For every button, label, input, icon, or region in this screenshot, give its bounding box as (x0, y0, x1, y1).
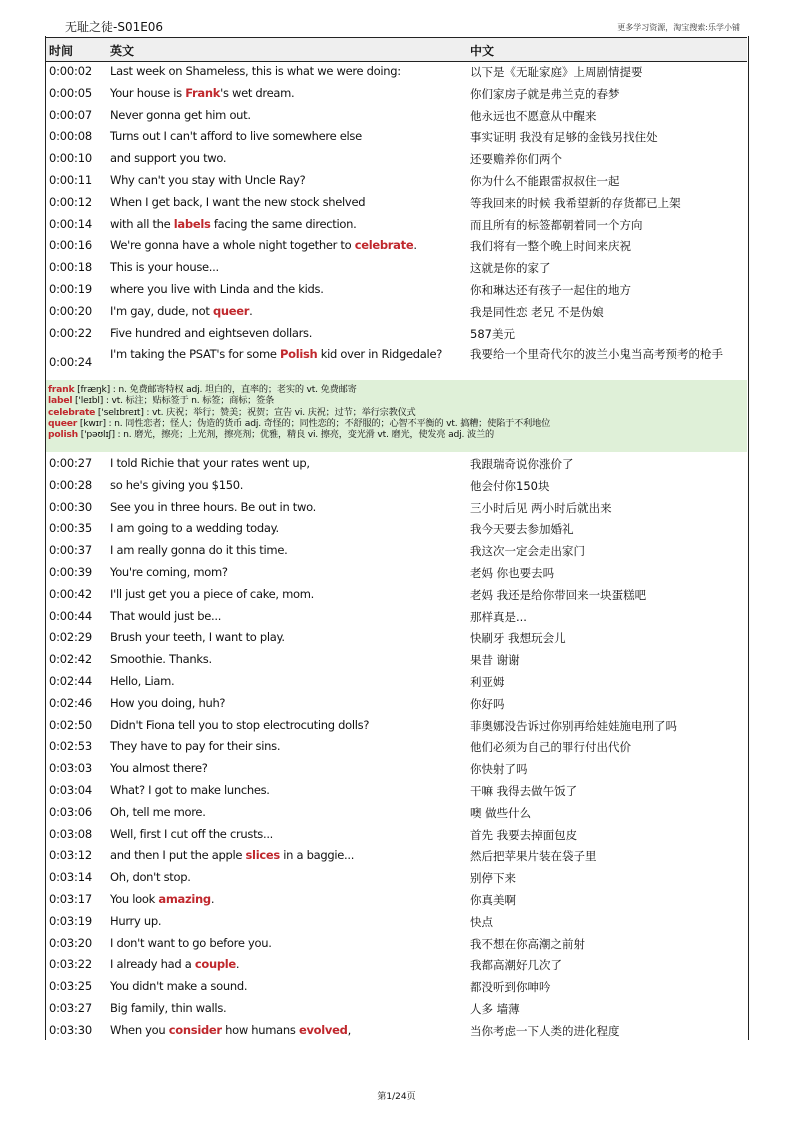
english-text-part: facing the same direction. (210, 216, 357, 231)
subtitle-row (46, 648, 747, 670)
english-text-part: You look (110, 891, 159, 906)
keyword: labels (173, 216, 211, 231)
timestamp: 0:00:44 (49, 608, 92, 623)
english-text-part: You almost there? (110, 761, 208, 776)
chinese-text: 噢 做些什么 (470, 805, 532, 820)
english-text (110, 739, 466, 753)
timestamp: 0:00:28 (49, 477, 92, 492)
chinese-text: 首先 我要去掉面包皮 (470, 827, 578, 842)
english-text (110, 304, 466, 318)
vocab-word: polish (48, 429, 78, 441)
chinese-text: 你快射了吗 (470, 762, 528, 777)
english-text (110, 500, 466, 514)
english-text-part: Hurry up. (110, 913, 162, 928)
chinese-text: 我们将有一整个晚上时间来庆祝 (470, 239, 631, 254)
chinese-text: 我不想在你高潮之前射 (470, 936, 585, 951)
english-text (110, 64, 466, 78)
timestamp: 0:00:42 (49, 586, 92, 601)
chinese-text: 我是同性恋 老兄 不是伪娘 (470, 304, 604, 319)
english-text-part: so he's giving you $150. (110, 477, 244, 492)
subtitle-row (46, 910, 747, 932)
chinese-text: 你真美啊 (470, 892, 516, 907)
subtitle-row (46, 953, 747, 975)
english-text (110, 543, 466, 557)
english-text-part: I am really gonna do it this time. (110, 543, 288, 558)
english-text-part: I'll just get you a piece of cake, mom. (110, 586, 315, 601)
document-title: 无耻之徒-S01E06 (65, 20, 164, 34)
timestamp: 0:00:22 (49, 325, 92, 340)
vocab-word: label (48, 395, 73, 407)
english-text (110, 827, 466, 841)
timestamp: 0:03:04 (49, 782, 92, 797)
chinese-text: 当你考虑一下人类的进化程度 (470, 1023, 620, 1038)
chinese-text: 这就是你的家了 (470, 261, 551, 276)
timestamp: 0:03:03 (49, 761, 92, 776)
english-text (110, 565, 466, 579)
english-text-part: . (235, 957, 240, 972)
subtitle-row (46, 343, 747, 379)
subtitle-row (46, 474, 747, 496)
chinese-text: 老妈 你也要去吗 (470, 565, 555, 580)
vocab-entry (46, 395, 747, 406)
english-text (110, 195, 466, 209)
english-text (110, 783, 466, 797)
english-text (110, 957, 466, 971)
timestamp: 0:00:39 (49, 564, 92, 579)
english-text-part: I'm gay, dude, not (110, 303, 213, 318)
chinese-text: 他们必须为自己的罪行付出代价 (470, 740, 631, 755)
timestamp: 0:00:14 (49, 216, 92, 231)
english-text (110, 914, 466, 928)
subtitle-row (46, 997, 747, 1019)
chinese-text: 菲奥娜没告诉过你别再给娃娃施电刑了吗 (470, 718, 677, 733)
chinese-text: 人多 墙薄 (470, 1001, 520, 1016)
timestamp: 0:00:35 (49, 521, 92, 536)
english-text (110, 630, 466, 644)
promo-text: 更多学习资源，淘宝搜索:乐学小铺 (617, 23, 740, 32)
chinese-text: 等我回来的时候 我希望新的存货都已上架 (470, 195, 681, 210)
vocab-word: celebrate (48, 406, 96, 418)
vocab-word: frank (48, 384, 75, 395)
keyword: slices (245, 848, 280, 863)
english-text (110, 347, 466, 361)
chinese-text: 事实证明 我没有足够的金钱另找住处 (470, 130, 658, 145)
english-text-part: Why can't you stay with Uncle Ray? (110, 172, 306, 187)
timestamp: 0:00:27 (49, 456, 92, 470)
vocab-entry (46, 418, 747, 429)
keyword: queer (212, 303, 250, 318)
keyword: Polish (279, 347, 318, 362)
vocab-entry (46, 407, 747, 418)
chinese-text: 你和琳达还有孩子一起住的地方 (470, 282, 631, 297)
chinese-text: 我要给一个里奇代尔的波兰小鬼当高考预考的枪手 (470, 347, 723, 362)
timestamp: 0:03:27 (49, 1000, 92, 1015)
english-text (110, 108, 466, 122)
subtitle-rows-part2 (46, 452, 747, 1041)
vocab-definition: [kwɪr] : n. 同性恋者；怪人；伪造的货币 adj. 奇怪的；同性恋的；不舒服的；心智不平衡的 vt. 搞糟；使陷于不利地位 (77, 417, 551, 429)
keyword: consider (168, 1022, 222, 1037)
chinese-text: 我都高潮好几次了 (470, 958, 562, 973)
english-text-part: Oh, tell me more. (110, 804, 206, 819)
english-text-part: When you (110, 1022, 169, 1037)
subtitle-row (46, 932, 747, 954)
chinese-text: 587美元 (470, 326, 515, 341)
english-text-part: Well, first I cut off the crusts... (110, 826, 274, 841)
subtitle-row (46, 82, 747, 104)
subtitle-row (46, 757, 747, 779)
english-text-part: Smoothie. Thanks. (110, 652, 212, 667)
timestamp: 0:00:37 (49, 543, 92, 558)
english-text-part: They have to pay for their sins. (110, 739, 281, 754)
timestamp: 0:00:08 (49, 129, 92, 144)
timestamp: 0:03:06 (49, 804, 92, 819)
english-text-part: and then I put the apple (110, 848, 246, 863)
timestamp: 0:02:42 (49, 652, 92, 667)
subtitle-row (46, 626, 747, 648)
subtitle-row (46, 844, 747, 866)
subtitle-row (46, 605, 747, 627)
english-text (110, 587, 466, 601)
chinese-text: 老妈 我还是给你带回来一块蛋糕吧 (470, 587, 647, 602)
timestamp: 0:02:29 (49, 630, 92, 645)
timestamp: 0:00:20 (49, 303, 92, 318)
english-text (110, 456, 466, 470)
english-text-part: Didn't Fiona tell you to stop electrocuting dolls? (110, 717, 370, 732)
chinese-text: 我这次一定会走出家门 (470, 544, 585, 559)
subtitle-row (46, 583, 747, 605)
english-text (110, 521, 466, 535)
english-text (110, 936, 466, 950)
keyword: Frank (185, 85, 221, 100)
subtitle-row (46, 496, 747, 518)
chinese-text: 三小时后见 两小时后就出来 (470, 500, 612, 515)
timestamp: 0:00:30 (49, 499, 92, 514)
timestamp: 0:00:24 (49, 355, 92, 370)
english-text-part: kid over in Ridgedale? (317, 347, 443, 362)
table-header (46, 37, 747, 62)
chinese-text: 都没听到你呻吟 (470, 980, 551, 995)
vocabulary-box (46, 380, 747, 452)
subtitle-row (46, 191, 747, 213)
chinese-text: 快刷牙 我想玩会儿 (470, 631, 566, 646)
timestamp: 0:02:44 (49, 673, 92, 688)
chinese-text: 快点 (470, 914, 493, 929)
timestamp: 0:03:17 (49, 891, 92, 906)
subtitle-row (46, 823, 747, 845)
chinese-text: 别停下来 (470, 871, 516, 886)
english-text (110, 86, 466, 100)
chinese-text: 他会付你150块 (470, 478, 550, 493)
timestamp: 0:00:07 (49, 107, 92, 122)
timestamp: 0:03:30 (49, 1022, 92, 1037)
english-text (110, 609, 466, 623)
timestamp: 0:00:16 (49, 238, 92, 253)
timestamp: 0:00:05 (49, 85, 92, 100)
english-text-part: how humans (221, 1022, 299, 1037)
english-text (110, 870, 466, 884)
english-text (110, 892, 466, 906)
english-text (110, 718, 466, 732)
english-text-part: . (413, 238, 417, 253)
chinese-text: 而且所有的标签都朝着同一个方向 (470, 217, 643, 232)
english-text-part: and support you two. (110, 151, 227, 166)
english-text-part: . (249, 303, 253, 318)
vocab-entry (46, 384, 747, 395)
chinese-text: 然后把苹果片装在袋子里 (470, 849, 597, 864)
english-text (110, 217, 466, 231)
english-text (110, 260, 466, 274)
english-text-part: I am going to a wedding today. (110, 521, 279, 536)
english-text (110, 282, 466, 296)
subtitle-row (46, 692, 747, 714)
english-text-part: I'm taking the PSAT's for some (110, 347, 280, 362)
english-text-part: in a baggie... (279, 848, 355, 863)
column-header-chinese: 中文 (470, 44, 495, 58)
english-text-part: Oh, don't stop. (110, 870, 191, 885)
subtitle-row (46, 234, 747, 256)
keyword: evolved (298, 1022, 348, 1037)
subtitle-row (46, 322, 747, 344)
english-text-part: Your house is (110, 85, 186, 100)
chinese-text: 利亚姆 (470, 674, 505, 689)
english-text (110, 979, 466, 993)
chinese-text: 果昔 谢谢 (470, 653, 520, 668)
english-text (110, 652, 466, 666)
keyword: celebrate (354, 238, 414, 253)
subtitle-row (46, 256, 747, 278)
english-text-part: 's wet dream. (220, 85, 295, 100)
chinese-text: 你们家房子就是弗兰克的春梦 (470, 86, 620, 101)
english-text-part: I told Richie that your rates went up, (110, 456, 310, 470)
subtitle-row (46, 561, 747, 583)
english-text-part: What? I got to make lunches. (110, 782, 270, 797)
subtitle-row (46, 169, 747, 191)
keyword: couple (194, 957, 236, 972)
chinese-text: 你好吗 (470, 696, 505, 711)
english-text (110, 674, 466, 688)
english-text-part: Never gonna get him out. (110, 107, 251, 122)
timestamp: 0:03:20 (49, 935, 92, 950)
vocab-definition: ['pəʊlɪʃ] : n. 磨光，擦亮；上光剂，擦亮剂；优雅，精良 vi. 擦亮，变光滑 vt. 磨光，使发亮 adj. 波兰的 (78, 429, 494, 441)
subtitle-row (46, 125, 747, 147)
subtitle-row (46, 735, 747, 757)
english-text-part: See you in three hours. Be out in two. (110, 499, 317, 514)
page-header (45, 10, 748, 36)
timestamp: 0:02:50 (49, 717, 92, 732)
english-text-part: This is your house... (110, 260, 219, 275)
subtitle-row (46, 60, 747, 82)
subtitle-row (46, 213, 747, 235)
english-text (110, 1023, 466, 1037)
english-text-part: with all the (110, 216, 174, 231)
english-text-part: Brush your teeth, I want to play. (110, 630, 285, 645)
english-text-part: Last week on Shameless, this is what we were doing: (110, 64, 401, 78)
english-text (110, 478, 466, 492)
timestamp: 0:03:14 (49, 870, 92, 885)
subtitle-row (46, 147, 747, 169)
english-text-part: I already had a (110, 957, 195, 972)
english-text-part: You didn't make a sound. (110, 979, 248, 994)
chinese-text: 我今天要去参加婚礼 (470, 522, 574, 537)
timestamp: 0:03:12 (49, 848, 92, 863)
subtitle-row (46, 975, 747, 997)
english-text-part: where you live with Linda and the kids. (110, 281, 324, 296)
timestamp: 0:00:19 (49, 281, 92, 296)
subtitle-row (46, 779, 747, 801)
english-text (110, 129, 466, 143)
vocab-definition: ['leɪbl] : vt. 标注；贴标签于 n. 标签；商标；签条 (72, 395, 275, 407)
english-text (110, 1001, 466, 1015)
subtitle-row (46, 517, 747, 539)
timestamp: 0:00:02 (49, 64, 92, 78)
timestamp: 0:03:08 (49, 826, 92, 841)
vocab-word: queer (48, 417, 78, 429)
chinese-text: 以下是《无耻家庭》上周剧情提要 (470, 65, 643, 79)
english-text-part: When I get back, I want the new stock shelved (110, 194, 366, 209)
chinese-text: 你为什么不能跟雷叔叔住一起 (470, 173, 620, 188)
english-text-part: Five hundred and eightseven dollars. (110, 325, 313, 340)
english-text (110, 238, 466, 252)
timestamp: 0:02:53 (49, 739, 92, 754)
vocab-definition: ['selɪbreɪt] : vt. 庆祝；举行；赞美；祝贺；宣告 vi. 庆祝；过节；举行宗教仪式 (95, 406, 416, 418)
subtitle-row (46, 670, 747, 692)
english-text-part: , (347, 1022, 351, 1037)
keyword: amazing (158, 891, 211, 906)
english-text-part: You're coming, mom? (110, 564, 228, 579)
english-text (110, 173, 466, 187)
subtitle-row (46, 801, 747, 823)
english-text (110, 761, 466, 775)
subtitle-row (46, 300, 747, 322)
subtitle-row (46, 452, 747, 474)
timestamp: 0:00:11 (49, 172, 92, 187)
chinese-text: 干嘛 我得去做午饭了 (470, 783, 578, 798)
subtitle-row (46, 1019, 747, 1041)
timestamp: 0:03:19 (49, 913, 92, 928)
english-text-part: We're gonna have a whole night together to (110, 238, 355, 253)
english-text-part: I don't want to go before you. (110, 935, 272, 950)
column-header-time: 时间 (49, 44, 74, 58)
chinese-text: 那样真是... (470, 609, 527, 624)
timestamp: 0:03:22 (49, 957, 92, 972)
timestamp: 0:00:12 (49, 194, 92, 209)
chinese-text: 我跟瑞奇说你涨价了 (470, 457, 574, 471)
timestamp: 0:00:10 (49, 151, 92, 166)
english-text-part: Hello, Liam. (110, 673, 175, 688)
vocab-definition: [fræŋk] : n. 免费邮寄特权 adj. 坦白的，直率的；老实的 vt. 免费邮寄 (74, 384, 357, 395)
chinese-text: 还要赡养你们两个 (470, 152, 562, 167)
english-text-part: Turns out I can't afford to live somewhere else (110, 129, 362, 144)
page-number: 第1/24页 (377, 1092, 416, 1102)
english-text-part: How you doing, huh? (110, 695, 226, 710)
subtitle-row (46, 104, 747, 126)
english-text (110, 696, 466, 710)
subtitle-rows-part1 (46, 60, 747, 379)
subtitle-row (46, 866, 747, 888)
subtitle-row (46, 539, 747, 561)
subtitle-row (46, 714, 747, 736)
english-text-part: Big family, thin walls. (110, 1000, 227, 1015)
english-text-part: . (210, 891, 215, 906)
timestamp: 0:02:46 (49, 695, 92, 710)
english-text (110, 151, 466, 165)
chinese-text: 他永远也不愿意从中醒来 (470, 108, 597, 123)
vocab-entry (46, 429, 747, 440)
timestamp: 0:03:25 (49, 979, 92, 994)
english-text (110, 326, 466, 340)
english-text-part: That would just be... (110, 608, 222, 623)
subtitle-row (46, 888, 747, 910)
column-header-english: 英文 (110, 44, 135, 58)
english-text (110, 805, 466, 819)
subtitle-row (46, 278, 747, 300)
english-text (110, 848, 466, 862)
timestamp: 0:00:18 (49, 260, 92, 275)
